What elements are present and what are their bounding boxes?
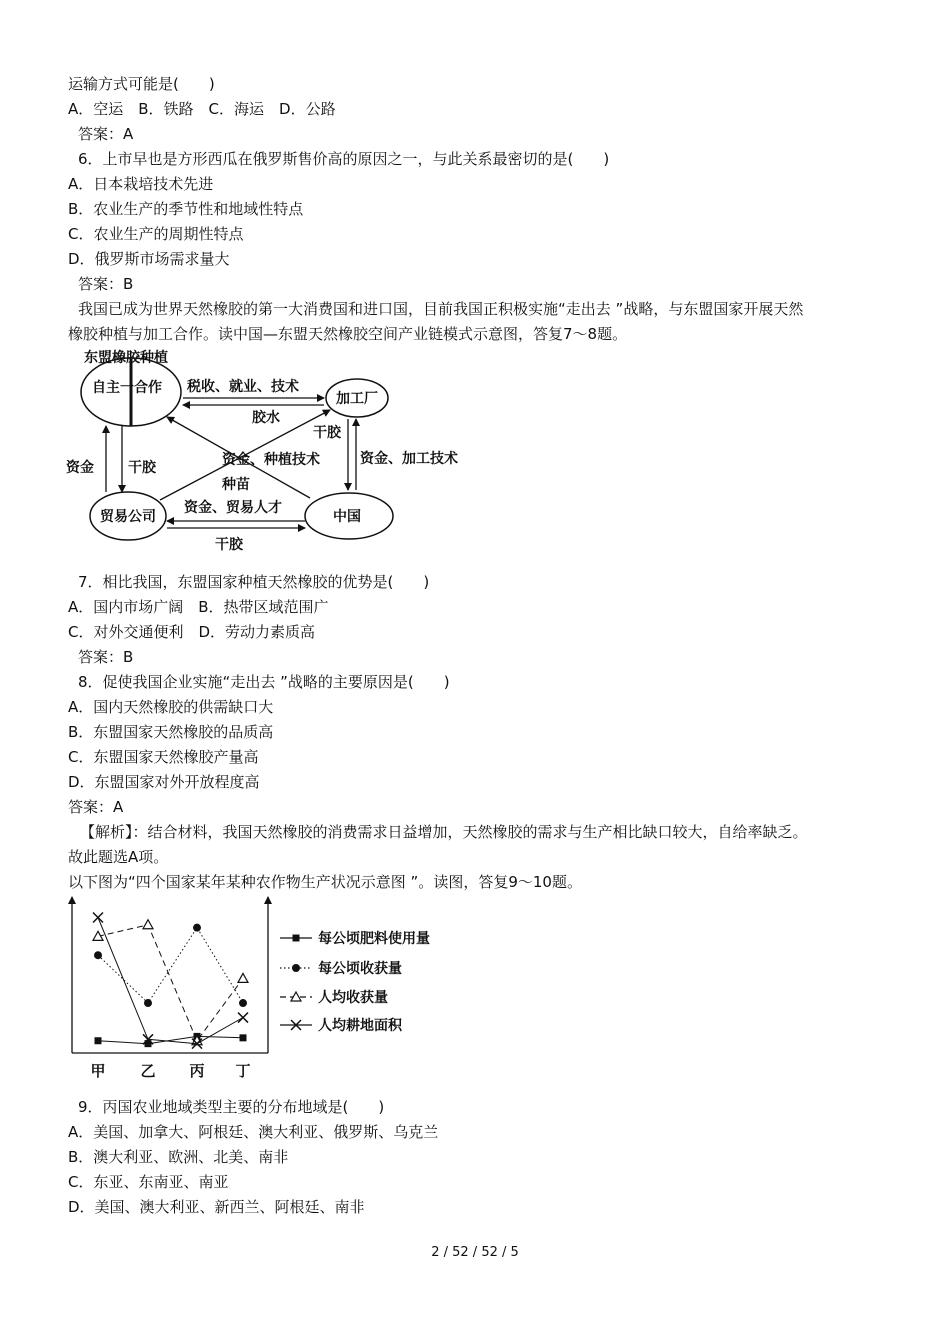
question-9: 9．丙国农业地域类型主要的分布地域是( ) xyxy=(78,1098,385,1116)
legend-marker-2 xyxy=(292,964,300,972)
diagram-title: 东盟橡胶种植 xyxy=(84,350,168,366)
legend xyxy=(280,930,430,1034)
text-line: A．空运 B．铁路 C．海运 D．公路 xyxy=(68,100,336,118)
answer-line: 答案：B xyxy=(78,275,134,293)
node-trade-label: 贸易公司 xyxy=(100,509,156,525)
series-line-1 xyxy=(98,1036,243,1043)
label-fund-processing: 资金、加工技术 xyxy=(360,451,458,467)
legend-marker-1 xyxy=(293,935,300,942)
series-line-4 xyxy=(98,918,243,1044)
data-point-s4-4 xyxy=(238,1013,248,1023)
series-line-3 xyxy=(98,925,243,1041)
question-6: 6．上市早也是方形西瓜在俄罗斯售价高的原因之一，与此关系最密切的是( ) xyxy=(78,150,610,168)
label-fund-left: 资金 xyxy=(66,460,94,476)
question-7: 7．相比我国，东盟国家种植天然橡胶的优势是( ) xyxy=(78,573,430,591)
data-point-s3-4 xyxy=(238,973,248,982)
passage-line: 橡胶种植与加工合作。读中国—东盟天然橡胶空间产业链模式示意图，答复7～8题。 xyxy=(68,325,628,343)
data-point-s1-4 xyxy=(240,1034,247,1041)
tick-layer xyxy=(90,1062,250,1080)
data-point-s1-1 xyxy=(95,1037,102,1044)
data-point-s2-1 xyxy=(94,951,102,959)
label-drygum-left: 干胶 xyxy=(128,460,156,476)
data-point-s2-4 xyxy=(239,999,247,1007)
data-point-s2-3 xyxy=(193,924,201,932)
option-d: D．东盟国家对外开放程度高 xyxy=(68,773,260,791)
page-number: 2 / 52 / 52 / 5 xyxy=(431,1245,519,1260)
label-latex: 胶水 xyxy=(252,410,280,426)
option-c: C．农业生产的周期性特点 xyxy=(68,225,244,243)
option-b: B．农业生产的季节性和地域性特点 xyxy=(68,200,304,218)
legend-label-1: 每公顷肥料使用量 xyxy=(318,931,430,947)
option-c: C．东盟国家天然橡胶产量高 xyxy=(68,748,259,766)
analysis-line: 【解析】：结合材料，我国天然橡胶的消费需求日益增加，天然橡胶的需求与生产相比缺口较大，自给率缺乏。 xyxy=(80,823,808,841)
label-seedling: 种苗 xyxy=(222,477,250,493)
option-a: A．美国、加拿大、阿根廷、澳大利亚、俄罗斯、乌克兰 xyxy=(68,1123,439,1141)
rubber-industry-chain-diagram xyxy=(62,344,482,556)
x-tick-label-1: 甲 xyxy=(90,1062,106,1080)
option-b: B．澳大利亚、欧洲、北美、南非 xyxy=(68,1148,289,1166)
series-layer xyxy=(93,913,248,1049)
data-point-s4-1 xyxy=(93,913,103,923)
answer-line: 答案：B xyxy=(78,648,134,666)
analysis-line: 故此题选A项。 xyxy=(68,848,169,866)
data-point-s3-2 xyxy=(143,920,153,929)
figure-intro: 以下图为“四个国家某年某种农作物生产状况示意图 ”。读图，答复9～10题。 xyxy=(68,873,582,891)
option-a: A．国内天然橡胶的供需缺口大 xyxy=(68,698,274,716)
option-b: B．东盟国家天然橡胶的品质高 xyxy=(68,723,274,741)
question-8: 8．促使我国企业实施“走出去 ”战略的主要原因是( ) xyxy=(78,673,450,691)
option-ab: A．国内市场广阔 B．热带区域范围广 xyxy=(68,598,329,616)
passage-line: 我国已成为世界天然橡胶的第一大消费国和进口国，目前我国正积极实施“走出去 ”战略，与东盟国家开展天然 xyxy=(78,300,804,318)
option-d: D．美国、澳大利亚、新西兰、阿根廷、南非 xyxy=(68,1198,365,1216)
label-drygum-factory: 干胶 xyxy=(313,425,341,441)
series-line-2 xyxy=(98,928,243,1003)
legend-label-3: 人均收获量 xyxy=(318,990,388,1006)
legend-label-2: 每公顷收获量 xyxy=(318,961,402,977)
label-fund-trade: 资金、贸易人才 xyxy=(184,500,282,516)
x-tick-label-2: 乙 xyxy=(140,1062,156,1080)
label-tax: 税收、就业、技术 xyxy=(187,379,299,395)
option-d: D．俄罗斯市场需求量大 xyxy=(68,250,230,268)
x-tick-label-3: 丙 xyxy=(189,1062,205,1080)
option-c: C．东亚、东南亚、南亚 xyxy=(68,1173,229,1191)
x-tick-label-4: 丁 xyxy=(235,1062,251,1080)
node-china-label: 中国 xyxy=(333,509,361,525)
label-drygum-bottom: 干胶 xyxy=(215,537,243,553)
crop-production-chart xyxy=(62,894,482,1084)
legend-label-4: 人均耕地面积 xyxy=(318,1018,402,1034)
label-fund-planting: 资金、种植技术 xyxy=(222,452,320,468)
answer-line: 答案：A xyxy=(68,798,124,816)
option-cd: C．对外交通便利 D．劳动力素质高 xyxy=(68,623,316,641)
node-coop-label: 自主一合作 xyxy=(92,380,162,396)
data-point-s2-2 xyxy=(144,999,152,1007)
answer-line: 答案：A xyxy=(78,125,134,143)
text-line: 运输方式可能是( ) xyxy=(68,75,215,93)
node-factory-label: 加工厂 xyxy=(336,391,378,407)
option-a: A．日本栽培技术先进 xyxy=(68,175,214,193)
